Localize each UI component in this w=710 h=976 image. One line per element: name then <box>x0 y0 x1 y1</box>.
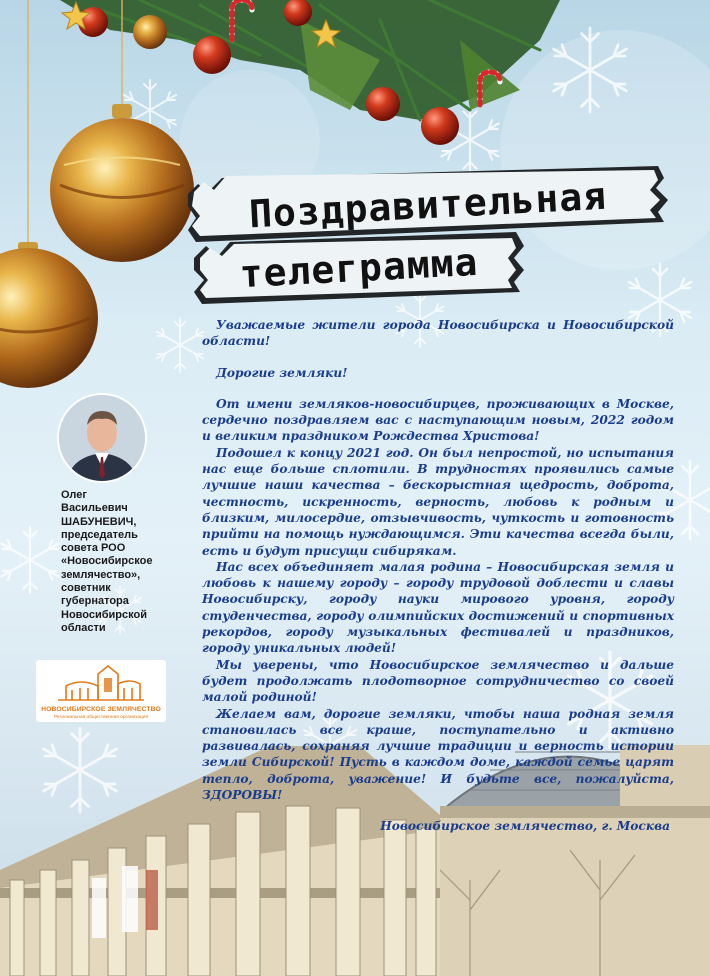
logo-name: НОВОСИБИРСКОЕ ЗЕМЛЯЧЕСТВО <box>41 706 161 713</box>
logo-subtitle: Региональная общественная организация <box>53 715 149 720</box>
letter-paragraph: Нас всех объединяет малая родина – Новосибирская земля и любовь к нашему городу – городу трудовой доблести и славы Новосибирску, городу науки мирового уровня, городу студенчества, городу олимпийских достижений и спортивных рекордов, городу музыкальных фестивалей и праздников, городу уникальных людей! <box>202 559 674 656</box>
author-role-line: советник <box>61 582 111 595</box>
letter-body <box>202 317 674 835</box>
author-caption <box>61 489 191 635</box>
logo-emblem-icon <box>36 660 166 706</box>
author-role-line: области <box>61 621 106 634</box>
title-line-1: Поздравительная <box>248 173 608 237</box>
author-role-line: Новосибирской <box>61 608 147 621</box>
letter-greeting: Дорогие земляки! <box>216 365 348 380</box>
letter-paragraph: От имени земляков-новосибирцев, проживающих в Москве, сердечно поздравляем вас с наступающим новым, 2022 годом и великим праздником Рождества Христова! <box>202 396 674 444</box>
author-role-line: председатель <box>61 528 138 541</box>
author-role-line: «Новосибирское <box>61 555 153 568</box>
letter-paragraph: Подошел к концу 2021 год. Он был непростой, но испытания нас еще больше сплотили. В трудностях проявились самые лучшие наши качества – бескорыстная щедрость, доброта, честность, искренность, верность, любовь к родным и близким, милосердие, отзывчивость, чуткость и готовность прийти на помощь нуждающимся. Эти качества всегда были, есть и будут присущи сибирякам. <box>202 445 674 558</box>
author-surname: ШАБУНЕВИЧ, <box>61 515 137 528</box>
letter-address: Уважаемые жители города Новосибирска и Новосибирской области! <box>202 318 674 349</box>
author-role-line: землячество», <box>61 568 141 581</box>
author-portrait <box>57 393 147 483</box>
title-line-2: телеграмма <box>238 239 480 297</box>
author-patronymic: Васильевич <box>61 502 128 515</box>
letter-paragraph: Мы уверены, что Новосибирское землячество и дальше будет продолжать плодотворное сотрудничество со своей малой родиной! <box>202 657 674 705</box>
letter-paragraph: Желаем вам, дорогие земляки, чтобы наша родная земля становилась все краше, поступательно и активно развивалась, сохраняя лучшие традиции и верность истории земли Сибирской! Пусть в каждом доме, каждой семье царят тепло, доброта, уважение! И будьте все, пожалуйста, ЗДОРОВЫ! <box>202 706 674 803</box>
author-first-name: Олег <box>61 489 87 501</box>
letter-signature: Новосибирское землячество, г. Москва <box>380 819 670 834</box>
author-role-line: совета РОО <box>61 542 126 555</box>
title-banner-line-2 <box>194 232 524 304</box>
organization-logo <box>36 660 166 722</box>
author-role-line: губернатора <box>61 595 129 608</box>
